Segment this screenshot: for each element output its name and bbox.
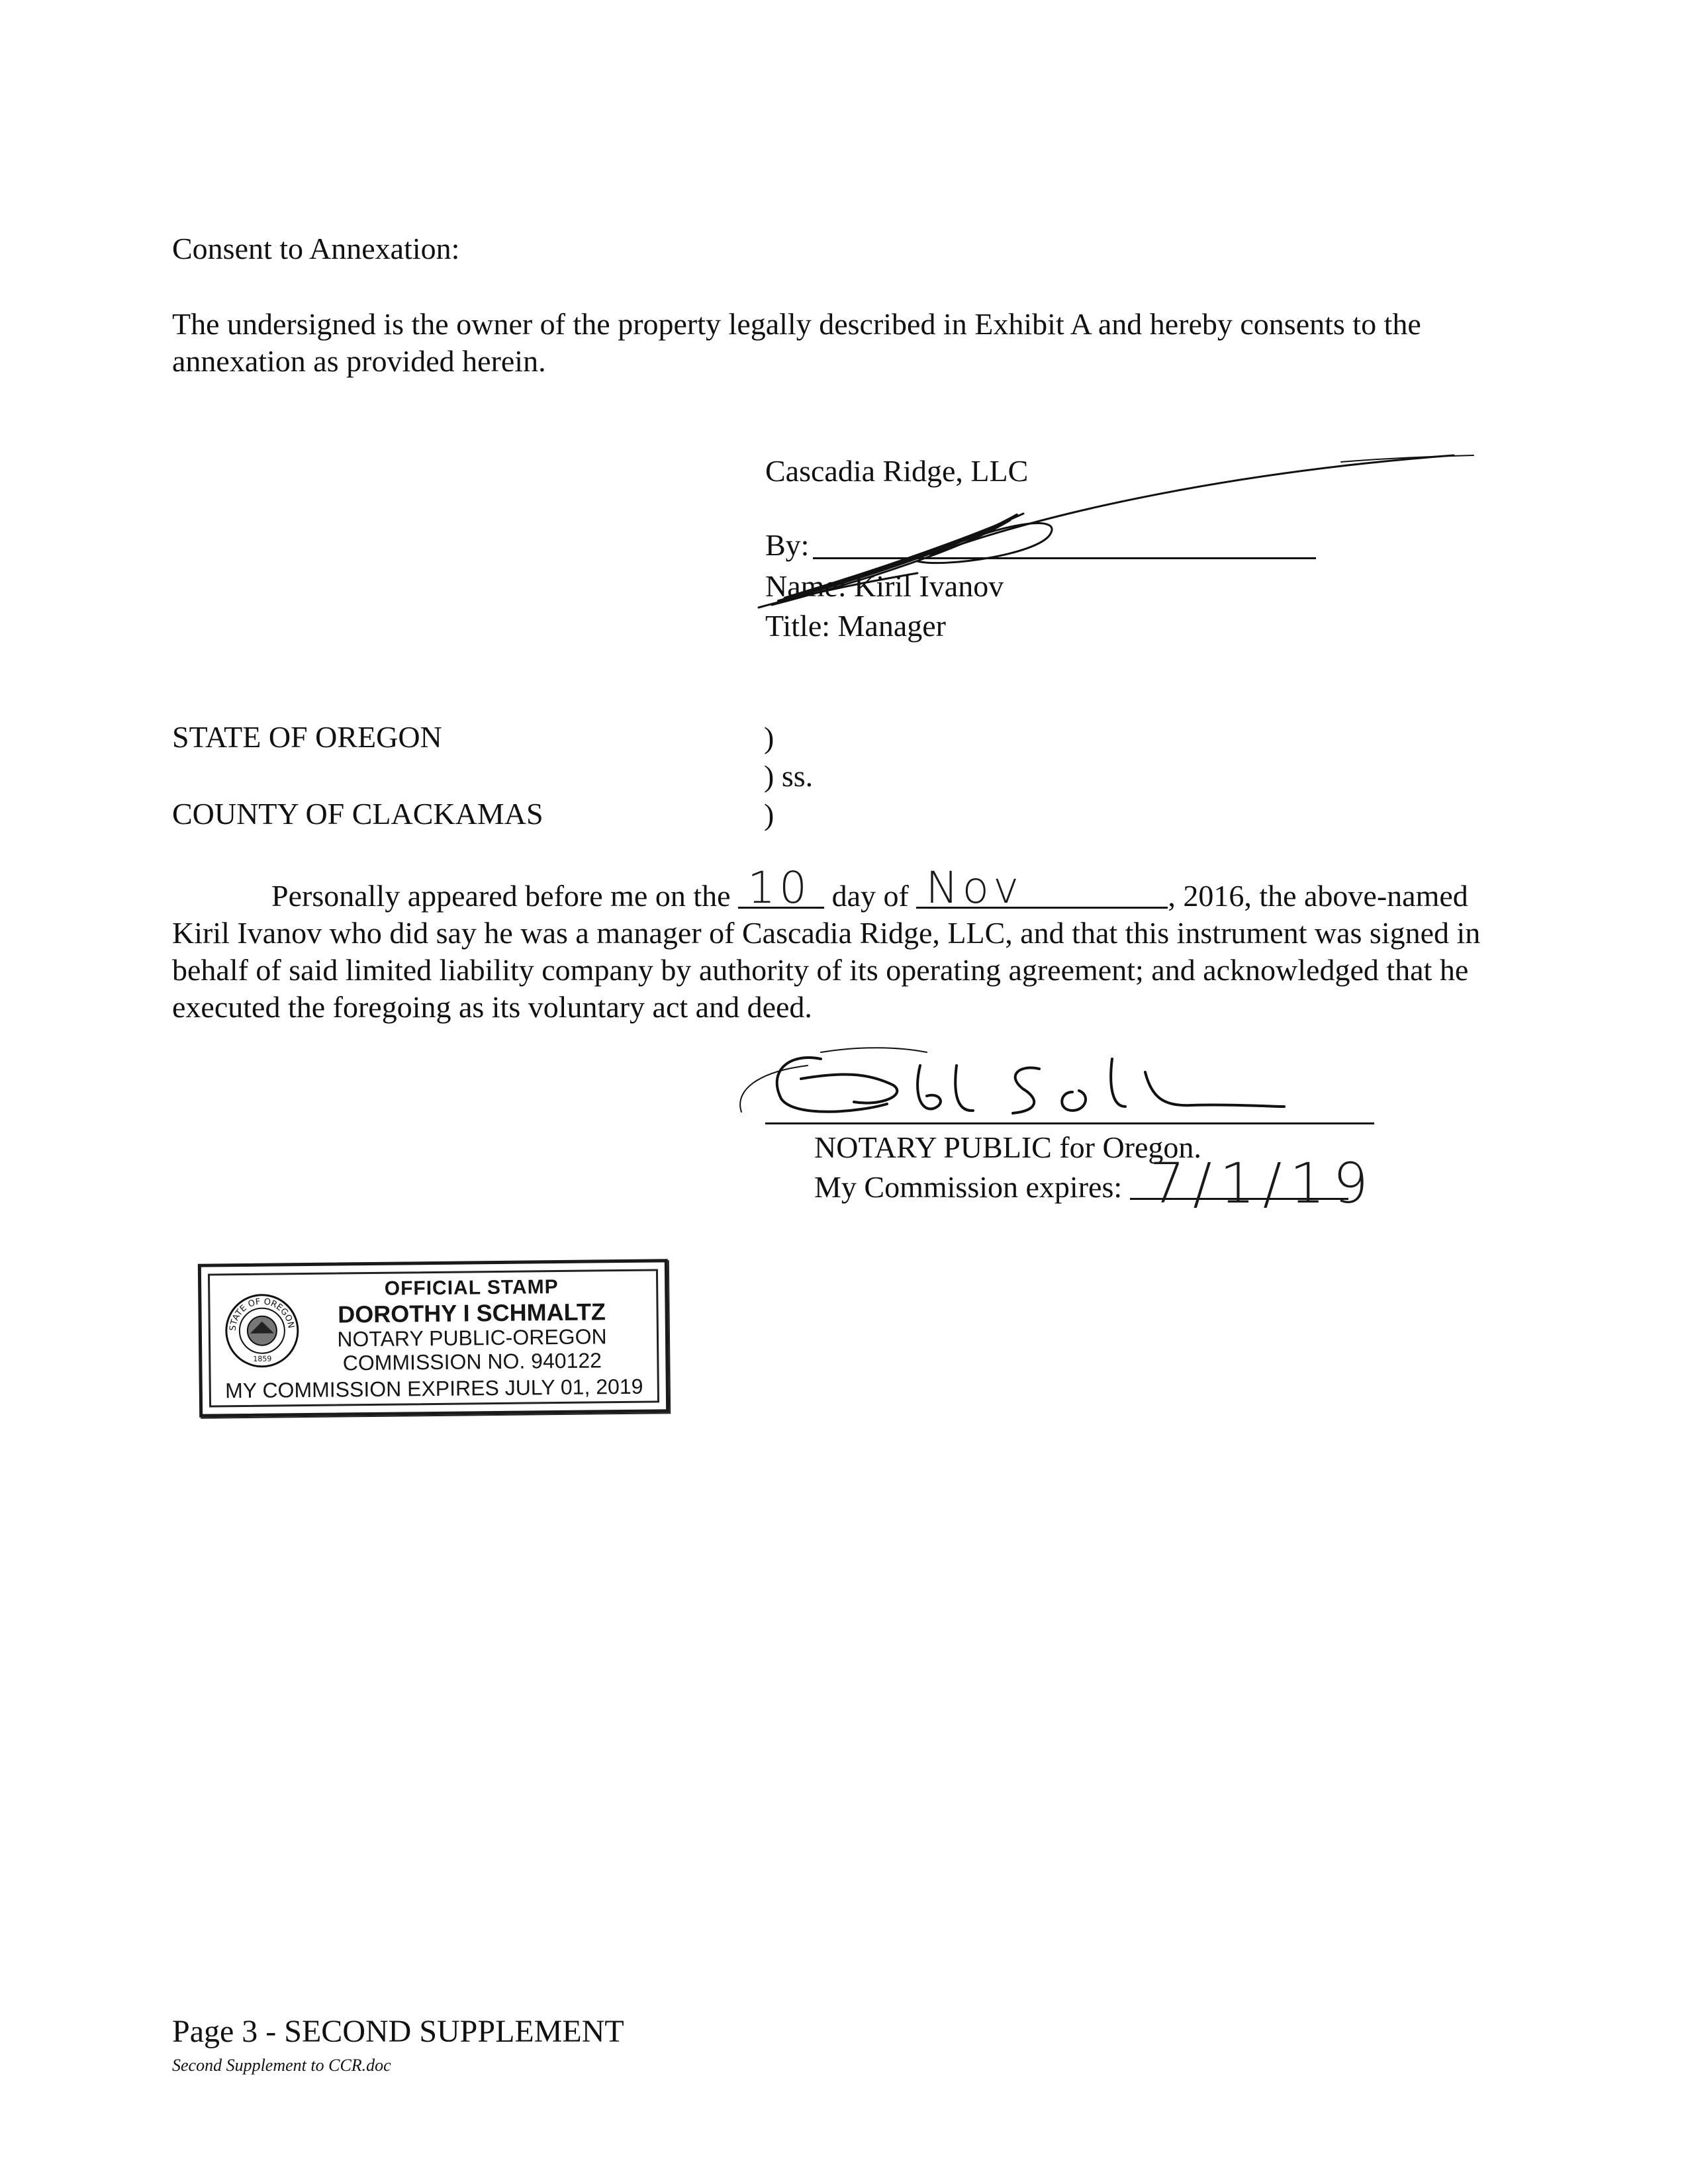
expiration-blank	[1130, 1151, 1376, 1216]
day-blank	[738, 862, 824, 913]
ack-part1: Personally appeared before me on the	[271, 879, 731, 913]
commission-label: My Commission expires:	[814, 1170, 1123, 1204]
ack-part3: , 2016, the above-named Kiril Ivanov who did say he was a manager of Cascadia Ridge, LLC, and that this instrument was signed in behalf of said limited liability company by authority of its operating agreement; and acknowledged that he executed the foregoing as its voluntary act and deed.	[172, 879, 1481, 1024]
signer-title: Title: Manager	[765, 609, 946, 643]
venue-county: COUNTY OF CLACKAMAS	[172, 797, 543, 831]
notary-signature-line	[765, 1122, 1374, 1124]
oregon-seal-icon	[223, 1292, 301, 1369]
consent-paragraph: The undersigned is the owner of the property legally described in Exhibit A and hereby consents to the annexation as provided herein.	[172, 307, 1421, 378]
notary-stamp	[198, 1259, 669, 1417]
seal-text: STATE OF OREGON	[228, 1297, 296, 1332]
ack-part2: day of	[831, 879, 909, 913]
expiration-handwritten: 7/1/19	[1149, 1151, 1376, 1216]
stamp-expiration: MY COMMISSION EXPIRES JULY 01, 2019	[224, 1374, 643, 1403]
footer-page-label: Page 3 - SECOND SUPPLEMENT	[172, 2014, 624, 2049]
stamp-title: OFFICIAL STAMP	[384, 1276, 559, 1300]
paren-ss: ) ss.	[764, 759, 814, 793]
venue-state: STATE OF OREGON	[172, 720, 442, 754]
stamp-notary-name: DOROTHY I SCHMALTZ	[338, 1298, 606, 1328]
seal-year: 1859	[253, 1354, 272, 1363]
company-name: Cascadia Ridge, LLC	[765, 454, 1029, 488]
signer-signature	[745, 442, 1487, 614]
by-label: By:	[765, 528, 810, 562]
acknowledgment-paragraph	[172, 862, 1516, 1026]
venue-parentheses	[764, 719, 813, 834]
day-handwritten: 10	[747, 862, 812, 913]
paren-1: )	[764, 721, 774, 754]
notary-public-label: NOTARY PUBLIC for Oregon.	[814, 1130, 1201, 1164]
notary-block	[728, 1032, 1456, 1231]
signer-name: Name: Kiril Ivanov	[765, 569, 1004, 603]
commission-expires	[814, 1151, 1376, 1216]
month-blank	[916, 862, 1168, 913]
stamp-notary-jurisdiction: NOTARY PUBLIC-OREGON	[337, 1324, 607, 1351]
month-handwritten: Nov	[925, 862, 1023, 913]
footer-filename: Second Supplement to CCR.doc	[172, 2056, 391, 2075]
stamp-commission-number: COMMISSION NO. 940122	[342, 1348, 602, 1375]
paren-3: )	[764, 797, 774, 831]
stamp-inner-border	[208, 1269, 659, 1407]
heading: Consent to Annexation:	[172, 232, 460, 265]
signature-block	[765, 453, 1427, 651]
